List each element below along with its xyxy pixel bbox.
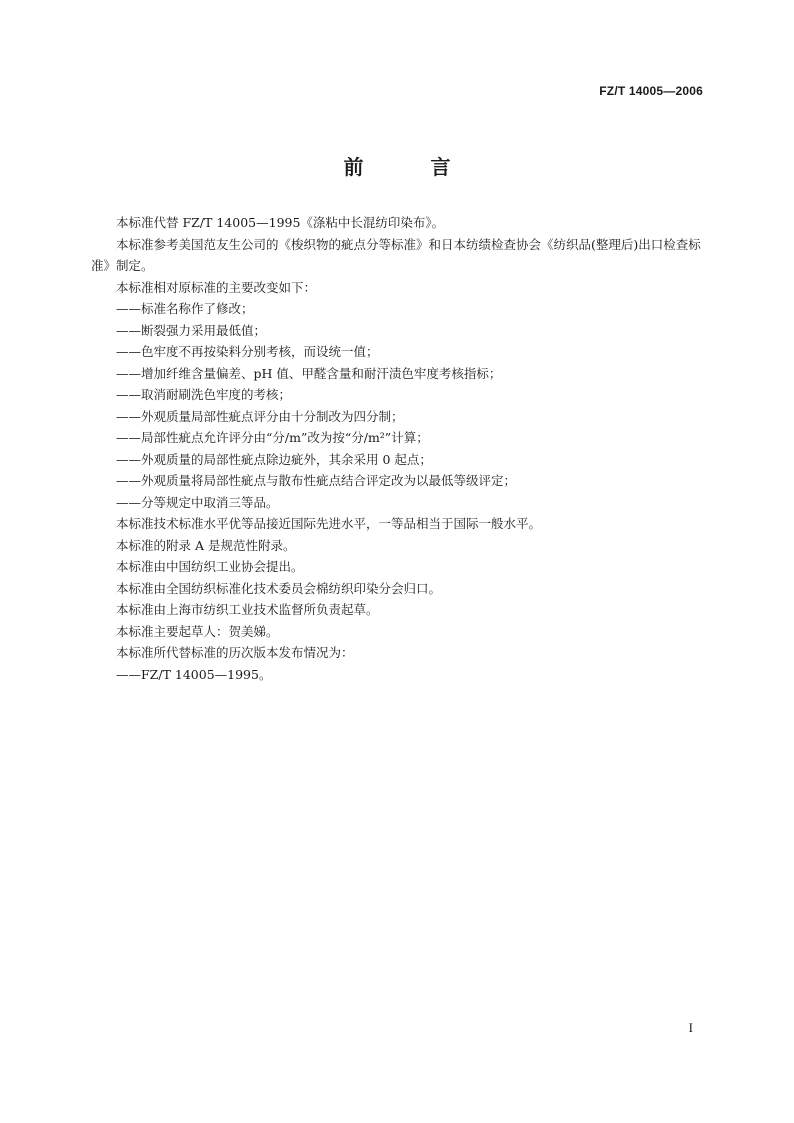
paragraph-annex: 本标准的附录 A 是规范性附录。 (116, 537, 296, 553)
paragraph-drafters: 本标准主要起草人：贺美娣。 (116, 623, 279, 639)
change-item: ——外观质量将局部性疵点与散布性疵点结合评定改为以最低等级评定； (116, 473, 517, 488)
change-item: ——增加纤维含量偏差、pH 值、甲醛含量和耐汗渍色牢度考核指标； (116, 365, 502, 381)
paragraph-history-intro: 本标准所代替标准的历次版本发布情况为： (116, 645, 354, 660)
paragraph-references: 本标准参考美国范友生公司的《梭织物的疵点分等标准》和日本纺绩检查协会《纺织品(整理后)出口检查标准》制定。 (91, 236, 701, 273)
paragraph-changes-intro: 本标准相对原标准的主要改变如下： (116, 279, 317, 295)
change-item: ——断裂强力采用最低值； (116, 322, 267, 338)
page-number: I (688, 1020, 693, 1035)
change-item: ——局部性疵点允许评分由“分/m”改为按“分/m²”计算； (116, 430, 429, 445)
paragraph-replaces: 本标准代替 FZ/T 14005—1995《涤粘中长混纺印染布》。 (116, 215, 445, 230)
page-title: 前 言 (343, 155, 481, 179)
foreword-body (91, 212, 703, 685)
change-item: ——标准名称作了修改； (116, 301, 254, 316)
paragraph-centralized-by: 本标准由全国纺织标准化技术委员会棉纺织印染分会归口。 (116, 580, 442, 596)
change-item: ——分等规定中取消三等品。 (116, 494, 279, 510)
standard-code-header: FZ/T 14005—2006 (599, 84, 703, 98)
paragraph-proposed-by: 本标准由中国纺织工业协会提出。 (116, 559, 304, 574)
history-item: ——FZ/T 14005—1995。 (116, 666, 272, 682)
paragraph-drafted-by: 本标准由上海市纺织工业技术监督所负责起草。 (116, 602, 379, 617)
change-item: ——外观质量局部性疵点评分由十分制改为四分制； (116, 408, 404, 424)
change-item: ——取消耐刷洗色牢度的考核； (116, 387, 292, 402)
paragraph-level: 本标准技术标准水平优等品接近国际先进水平，一等品相当于国际一般水平。 (116, 516, 542, 531)
change-item: ——外观质量的局部性疵点除边疵外，其余采用 0 起点； (116, 451, 432, 467)
change-item: ——色牢度不再按染料分别考核，而设统一值； (116, 344, 379, 359)
